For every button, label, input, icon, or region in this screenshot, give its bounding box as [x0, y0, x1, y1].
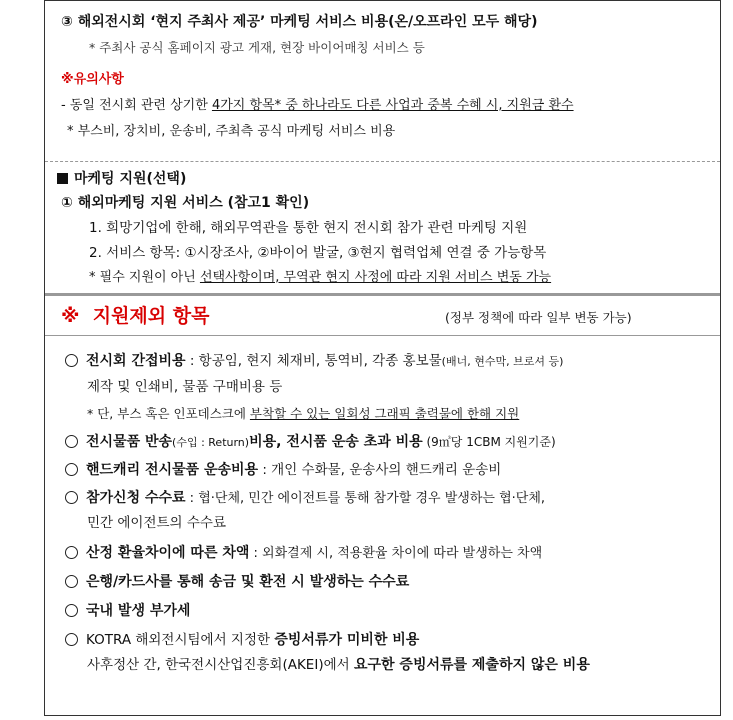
section-marketing-support: [45, 161, 720, 293]
item-2-bold: 전시물품 반송: [86, 434, 173, 450]
section-excluded-items: [45, 293, 720, 716]
item3-note: * 주최사 공식 홈페이지 광고 게재, 현장 바이어매칭 서비스 등: [89, 40, 425, 55]
item3-title: 해외전시회 ‘현지 주최사 제공’ 마케팅 서비스 비용(온/오프라인 모두 해당): [77, 14, 538, 30]
excluded-item-4: [65, 489, 545, 508]
item3-number: ③: [61, 14, 73, 30]
marketing-line-2: 2. 서비스 항목: ①시장조사, ②바이어 발굴, ③현지 협력업체 연결 중 가능항목: [89, 245, 547, 261]
marketing-line-3-underlined: 선택사항이며, 무역관 현지 사정에 따라 지원 서비스 변동 가능: [199, 270, 552, 285]
caution-title: ※유의사항: [61, 72, 124, 87]
excluded-item-1-cont: 제작 및 인쇄비, 물품 구매비용 등: [87, 379, 283, 395]
excluded-item-3: [65, 461, 501, 479]
item-8-cont-bold: 요구한 증빙서류를 제출하지 않은 비용: [353, 657, 590, 673]
circle-bullet-icon: [65, 491, 78, 504]
item-1-bold: 전시회 간접비용: [86, 353, 186, 369]
item-1-sub-prefix: * 단, 부스 혹은 인포데스크에: [87, 406, 250, 421]
excluded-title-text: 지원제외 항목: [92, 305, 210, 327]
excluded-item-4-cont: 민간 에이전트의 수수료: [87, 515, 226, 531]
excluded-item-6: [65, 573, 409, 591]
item-3-bold: 핸드캐리 전시물품 운송비용: [86, 462, 259, 478]
caution-line-1-prefix: - 동일 전시회 관련 상기한: [61, 98, 212, 113]
marketing-subheading: [61, 194, 309, 212]
section-hosting-marketing: [45, 1, 720, 161]
item-6-bold: 은행/카드사를 통해 송금 및 환전 시 발생하는 수수료: [86, 574, 410, 590]
excluded-item-7: [65, 602, 190, 620]
caution-line-2: * 부스비, 장치비, 운송비, 주최측 공식 마케팅 서비스 비용: [67, 124, 396, 139]
excluded-item-5: [65, 544, 542, 563]
excluded-mark: ※: [61, 305, 80, 327]
item-4-bold: 참가신청 수수료: [86, 490, 186, 506]
document-frame: [44, 0, 721, 716]
marketing-sub-title: 해외마케팅 지원 서비스 (참고1 확인): [77, 195, 310, 211]
excluded-header: [45, 296, 720, 336]
excluded-item-1: [65, 352, 563, 371]
excluded-item-8-cont: [87, 656, 590, 674]
item-8-text: KOTRA 해외전시팀에서 지정한: [86, 632, 275, 648]
circle-bullet-icon: [65, 604, 78, 617]
item-5-text: : 외화결제 시, 적용환율 차이에 따라 발생하는 차액: [249, 546, 543, 561]
item-3-text: : 개인 수화물, 운송사의 핸드캐리 운송비: [258, 462, 502, 478]
caution-line-1-underlined: 4가지 항목* 중 하나라도 다른 사업과 중복 수혜 시, 지원금 환수: [211, 98, 574, 113]
caution-line-1: [61, 97, 574, 115]
item-5-bold: 산정 환율차이에 따른 차액: [86, 545, 250, 561]
item-1-text: : 항공임, 현지 체재비, 통역비, 각종 홍보물: [185, 353, 442, 369]
circle-bullet-icon: [65, 435, 78, 448]
item-7-bold: 국내 발생 부가세: [86, 603, 191, 619]
item-2-text: (9㎥당 1CBM 지원기준): [422, 435, 556, 449]
circle-bullet-icon: [65, 546, 78, 559]
item-2-small: (수입 : Return): [172, 436, 250, 449]
excluded-item-8: [65, 631, 419, 649]
marketing-line-3: [89, 269, 551, 287]
circle-bullet-icon: [65, 354, 78, 367]
excluded-note: (정부 정책에 따라 일부 변동 가능): [445, 310, 632, 325]
item-4-text: : 협·단체, 민간 에이전트를 통해 참가할 경우 발생하는 협·단체,: [185, 491, 546, 506]
item-8-bold: 증빙서류가 미비한 비용: [274, 632, 420, 648]
marketing-line-1: 1. 희망기업에 한해, 해외무역관을 통한 현지 전시회 참가 관련 마케팅 지원: [89, 220, 528, 236]
item3-heading: [61, 13, 537, 31]
marketing-line-3-prefix: * 필수 지원이 아닌: [89, 270, 200, 285]
marketing-heading: [57, 170, 186, 188]
marketing-sub-number: ①: [61, 195, 73, 211]
excluded-item-2: [65, 433, 556, 452]
item-8-cont-text: 사후정산 간, 한국전시산업진흥회(AKEI)에서: [87, 657, 354, 673]
item-2-bold-2: 비용, 전시품 운송 초과 비용: [249, 434, 423, 450]
item-1-sub-underlined: 부착할 수 있는 일회성 그래픽 출력물에 한해 지원: [249, 406, 520, 421]
circle-bullet-icon: [65, 575, 78, 588]
circle-bullet-icon: [65, 463, 78, 476]
item-1-small: (배너, 현수막, 브로셔 등): [441, 355, 564, 368]
square-bullet-icon: [57, 173, 68, 184]
excluded-item-1-sub: [87, 405, 519, 423]
excluded-title: [61, 305, 209, 327]
circle-bullet-icon: [65, 633, 78, 646]
marketing-heading-text: 마케팅 지원(선택): [74, 171, 187, 187]
